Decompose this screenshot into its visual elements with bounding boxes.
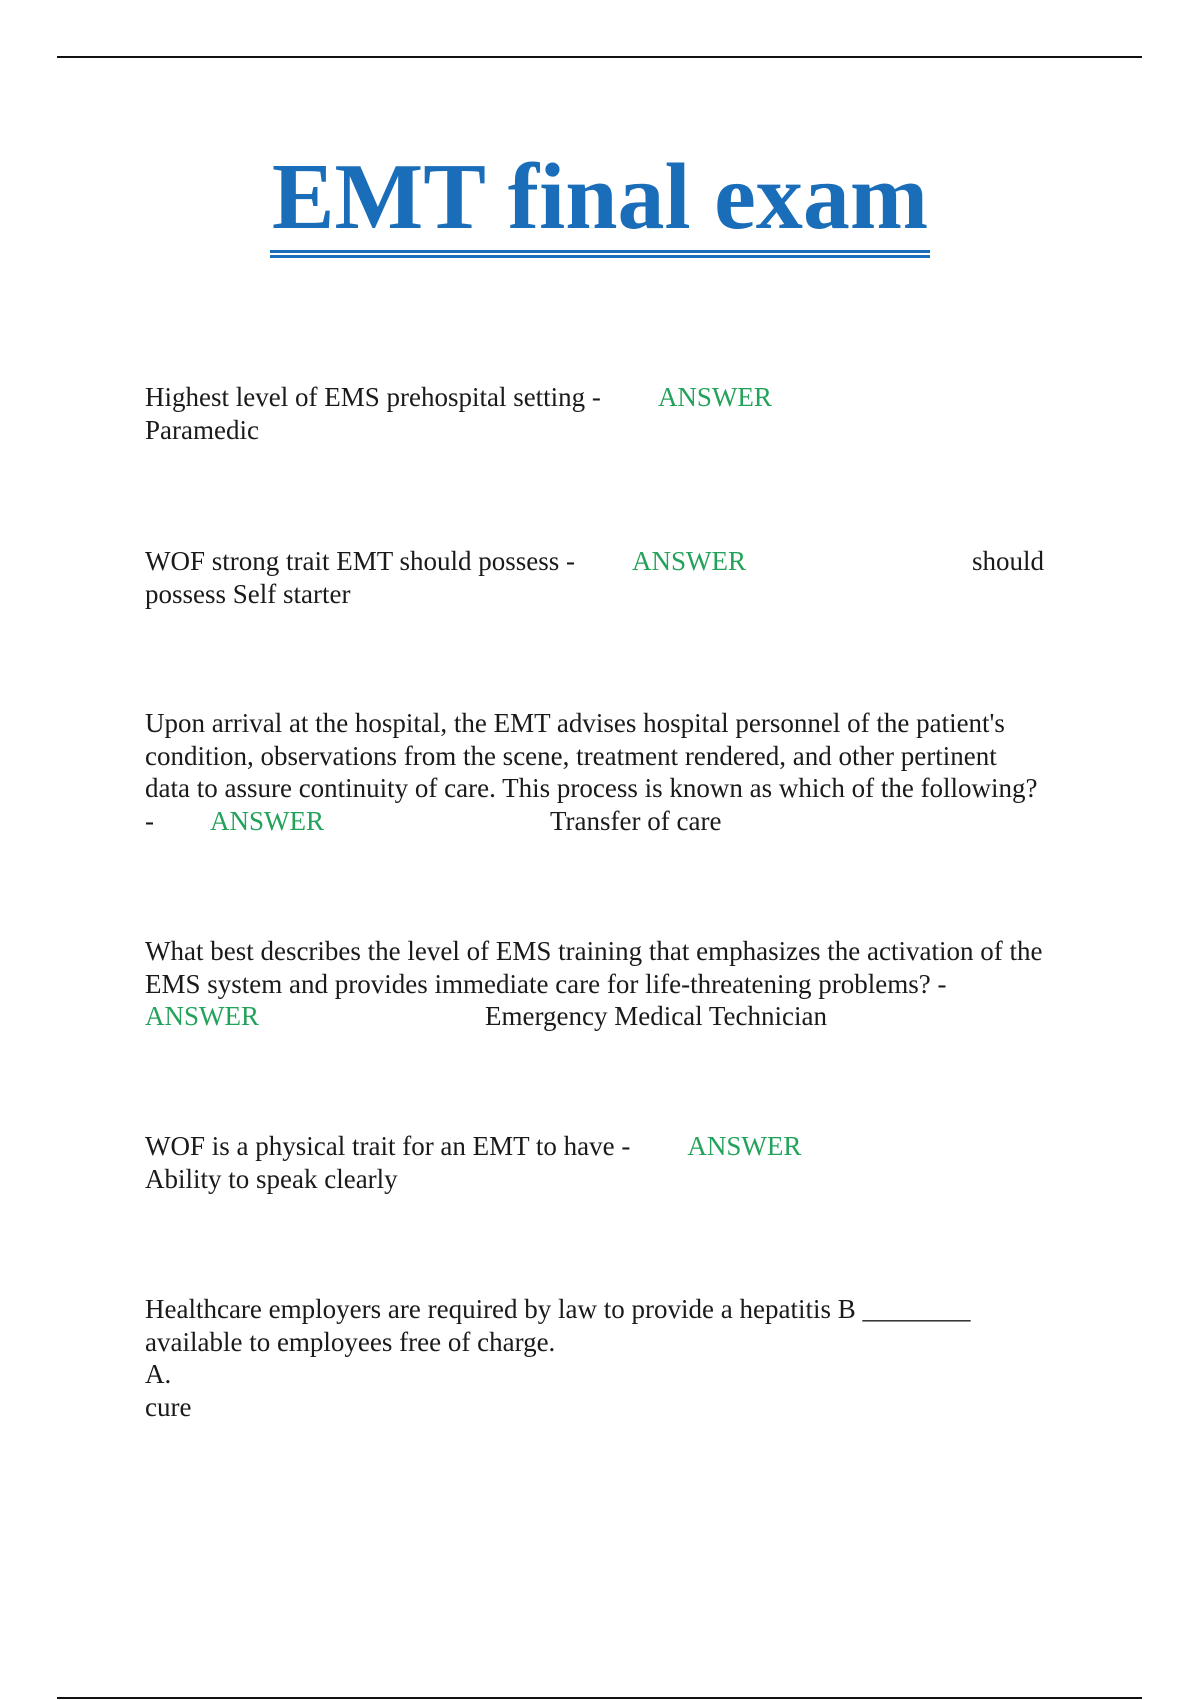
question-line: Upon arrival at the hospital, the EMT advises hospital personnel of the patient's (145, 708, 1005, 738)
question-line: condition, observations from the scene, treatment rendered, and other pertinent (145, 740, 997, 771)
question-text: WOF strong trait EMT should possess - (145, 546, 575, 576)
question-text: WOF is a physical trait for an EMT to have - (145, 1131, 631, 1161)
answer-text: Emergency Medical Technician (485, 1001, 827, 1031)
qa-item-2 (145, 545, 1085, 610)
answer-text: possess Self starter (145, 578, 351, 609)
answer-label: ANSWER (210, 805, 324, 836)
answer-text: Transfer of care (550, 805, 722, 836)
question-line: EMS system and provides immediate care for life-threatening problems? - (145, 968, 947, 999)
qa-item-1 (145, 381, 1085, 446)
qa-item-3 (145, 707, 1085, 837)
answer-text: Paramedic (145, 414, 259, 445)
qa-item-5 (145, 1130, 1085, 1195)
question-text: Highest level of EMS prehospital setting - (145, 382, 601, 412)
answer-line (145, 1000, 1085, 1033)
qa-item-4 (145, 935, 1085, 1033)
option-letter: A. (145, 1359, 172, 1389)
question-line: available to employees free of charge. (145, 1326, 556, 1357)
option-text: cure (145, 1391, 192, 1422)
answer-label: ANSWER (632, 546, 746, 576)
answer-text: Ability to speak clearly (145, 1163, 398, 1194)
answer-text-start: should (972, 546, 1045, 576)
answer-label: ANSWER (657, 382, 772, 412)
answer-label: ANSWER (145, 1001, 259, 1031)
question-line: What best describes the level of EMS training that emphasizes the activation of the (145, 936, 1043, 966)
document-title: EMT final exam (270, 150, 930, 258)
question-line: Healthcare employers are required by law to provide a hepatitis B ________ (145, 1294, 971, 1324)
dash: - (145, 805, 154, 836)
title-block (0, 145, 1200, 258)
answer-label: ANSWER (687, 1131, 802, 1161)
answer-line (145, 805, 1085, 838)
question-line (145, 545, 1085, 578)
header-rule (57, 56, 1142, 58)
question-line (145, 381, 1085, 414)
question-line (145, 1130, 1085, 1163)
qa-item-6 (145, 1293, 1085, 1423)
question-line: data to assure continuity of care. This process is known as which of the following? (145, 773, 1038, 803)
footer-rule (57, 1697, 1142, 1699)
